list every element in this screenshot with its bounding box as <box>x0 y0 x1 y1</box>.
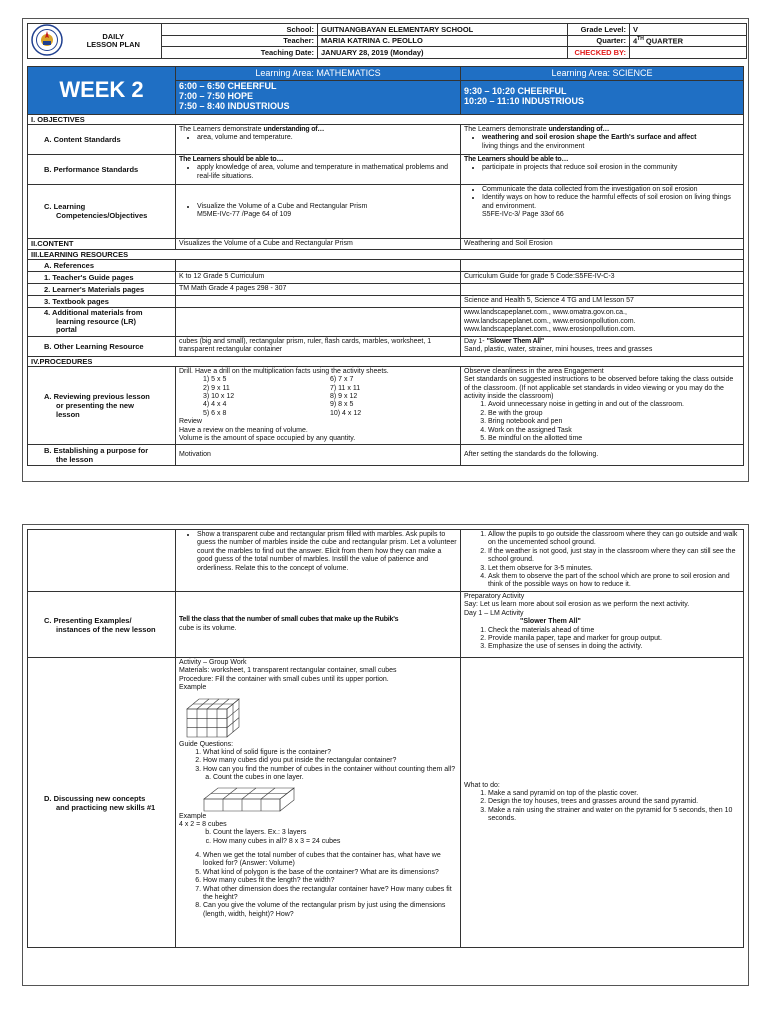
establishing-purpose-label: B. Establishing a purpose for the lesson <box>28 445 176 466</box>
content-standards-math: The Learners demonstrate understanding of… • area, volume and temperature. <box>176 124 461 154</box>
learning-resources-heading: III.LEARNING RESOURCES <box>28 250 744 260</box>
cube-stack-diagram <box>183 695 247 739</box>
teachers-guide-science: Curriculum Guide for grade 5 Code:S5FE-IV-C-3 <box>461 272 744 284</box>
checked-by-label: CHECKED BY: <box>568 47 630 59</box>
competencies-science: • Communicate the data collected from the investigation on soil erosion • Identify ways on how to reduce the harmful effects of soil erosion on living things and environment. S5FE-IVc-3/ Page 33of 66 <box>461 184 744 238</box>
discussing-concepts-math: Activity – Group Work Materials: worksheet, 1 transparent rectangular container, small cubes Procedure: Fill the container with small cubes until its upper portion. Example Guide Questions: 1. What kind of solid figure is the container? 2. How many cubes did you put inside the rectangular container? 3. How can you find the number of cubes in the container without counting them all? a. Count the cubes in one layer. Example 4 x 2 = 8 cubes b. Count the layers. Ex.: 3 layers c. How many cubes in all? 8 x 3 = 24 cubes 4. When we get the total number of cubes that the container has, what have we looked for? (Answer: Volume) 5. What kind of polygon is the base of the container? What are its dimensions? 6. How many cubes fit the length? the width? 7. What other dimension does the rectangular container have? How many cubes fit the height? 8. Can you give the volume of the rectangular prism by just using the dimensions (length, width, height)? How? <box>176 658 461 948</box>
procedures-heading: IV.PROCEDURES <box>28 356 744 366</box>
date-value: JANUARY 28, 2019 (Monday) <box>318 47 568 59</box>
lesson-plan-page-2 <box>22 524 749 986</box>
additional-materials-science: www.landscapeplanet.com., www.omatra.gov.on.ca., www.landscapeplanet.com., www.erosionpollution.com. www.landscapeplanet.com., www.erosionpollution.com. <box>461 308 744 337</box>
presenting-examples-math: Tell the class that the number of small cubes that make up the Rubik's cube is its volume. <box>176 592 461 658</box>
textbook-science: Science and Health 5, Science 4 TG and LM lesson 57 <box>461 296 744 308</box>
competencies-label: C. Learning Competencies/Objectives <box>28 184 176 238</box>
learners-materials-math: TM Math Grade 4 pages 298 - 307 <box>176 284 461 296</box>
other-resources-math: cubes (big and small), rectangular prism, ruler, flash cards, marbles, worksheet, 1 transparent rectangular container <box>176 337 461 357</box>
performance-standards-science: The Learners should be able to… • participate in projects that reduce soil erosion in the community <box>461 154 744 184</box>
other-resources-label: B. Other Learning Resource <box>28 337 176 357</box>
content-heading: II.CONTENT <box>28 238 176 249</box>
reviewing-lesson-label: A. Reviewing previous lesson or presenting the new lesson <box>28 366 176 445</box>
discussing-concepts-label: D. Discussing new concepts and practicing new skills #1 <box>28 658 176 948</box>
date-label: Teaching Date: <box>162 47 318 59</box>
teachers-guide-math: K to 12 Grade 5 Curriculum <box>176 272 461 284</box>
cube-layer-diagram <box>200 785 300 813</box>
motivation-science: 1. Allow the pupils to go outside the classroom where they can go outside and walk on the uncemented school ground. 2. If the weather is not good, just stay in the classroom where they can still see the school ground. 3. Let them observe for 3-5 minutes. 4. Ask them to observe the part of the school which are prone to soil erosion and think of the possible ways on how to reduce it. <box>461 530 744 592</box>
content-standards-science: The Learners demonstrate understanding of… • weathering and soil erosion shape the Earth's surface and affect living things and the environment <box>461 124 744 154</box>
other-resources-science: Day 1- "Slower Them All" Sand, plastic, water, strainer, mini houses, trees and grasses <box>461 337 744 357</box>
grade-label: Grade Level: <box>568 24 630 36</box>
teachers-guide-label: 1. Teacher's Guide pages <box>28 272 176 284</box>
competencies-math: • Visualize the Volume of a Cube and Rectangular Prism M5ME-IVc-77 /Page 64 of 109 <box>176 184 461 238</box>
week-label: WEEK 2 <box>28 67 176 115</box>
header-table <box>27 23 747 59</box>
drill-list: 1) 5 x 5 6) 7 x 7 2) 9 x 11 7) 11 x 11 3) 10 x 12 8) 9 x 12 4) 4 x 4 9) 8 x 5 5) 6 x 8 10) 4 x 12 <box>203 376 362 417</box>
deped-seal-icon <box>28 24 66 59</box>
additional-materials-label: 4. Additional materials from learning resource (LR) portal <box>28 308 176 337</box>
plan-table-page-1 <box>27 66 744 466</box>
performance-standards-label: B. Performance Standards <box>28 154 176 184</box>
establishing-purpose-science: After setting the standards do the following. <box>461 445 744 466</box>
lesson-plan-page-1 <box>22 18 749 482</box>
presenting-examples-label: C. Presenting Examples/ instances of the new lesson <box>28 592 176 658</box>
reviewing-lesson-math: Drill. Have a drill on the multiplication facts using the activity sheets. 1) 5 x 5 6) 7 x 7 2) 9 x 11 7) 11 x 11 3) 10 x 12 8) 9 x 12 4) 4 x 4 9) 8 x 5 5) 6 x 8 10) 4 x 12 Review Have a review on the meaning of volume. Volume is the amount of space occupied by any quantity. <box>176 366 461 445</box>
school-value: GUITNANGBAYAN ELEMENTARY SCHOOL <box>318 24 568 36</box>
plan-table-page-2 <box>27 529 744 948</box>
teacher-value: MARIA KATRINA C. PEOLLO <box>318 35 568 47</box>
reviewing-lesson-science: Observe cleanliness in the area Engagement Set standards on suggested instructions to be observed before taking the class outside of the classroom. (If not applicable set standards in video viewing or you may do the activity inside the classroom) 1. Avoid unnecessary noise in getting in and out of the classroom. 2. Be with the group 3. Bring notebook and pen 4. Work on the assigned Task 5. Be mindful on the allotted time <box>461 366 744 445</box>
school-label: School: <box>162 24 318 36</box>
performance-standards-math: The Learners should be able to… • apply knowledge of area, volume and temperature in mathematical problems and real-life situations. <box>176 154 461 184</box>
science-schedule: 9:30 – 10:20 CHEERFUL 10:20 – 11:10 INDUSTRIOUS <box>461 80 744 114</box>
presenting-examples-science: Preparatory Activity Say: Let us learn more about soil erosion as we perform the next activity. Day 1 – LM Activity "Slower Them All" 1. Check the materials ahead of time 2. Provide manila paper, tape and marker for group output. 3. Emphasize the use of senses in doing the activity. <box>461 592 744 658</box>
content-standards-label: A. Content Standards <box>28 124 176 154</box>
grade-value: V <box>630 24 747 36</box>
teacher-label: Teacher: <box>162 35 318 47</box>
content-math: Visualizes the Volume of a Cube and Rectangular Prism <box>176 238 461 249</box>
references-label: A. References <box>28 260 176 272</box>
establishing-purpose-math: Motivation <box>176 445 461 466</box>
learners-materials-label: 2. Learner's Materials pages <box>28 284 176 296</box>
document-title: DAILY LESSON PLAN <box>66 24 162 59</box>
textbook-label: 3. Textbook pages <box>28 296 176 308</box>
math-schedule: 6:00 – 6:50 CHEERFUL 7:00 – 7:50 HOPE 7:50 – 8:40 INDUSTRIOUS <box>176 80 461 114</box>
objectives-heading: I. OBJECTIVES <box>28 114 744 124</box>
quarter-value: 4TH QUARTER <box>630 35 747 47</box>
motivation-math: • Show a transparent cube and rectangular prism filled with marbles. Ask pupils to guess the number of marbles inside the cube and rectangular prism. Let a volunteer count the marbles to find out the answer. Elicit from them how they can make a good guess of the total number of marbles. Instill the value of patience and orderliness. Relate this to the concept of volume. <box>176 530 461 592</box>
math-area-header: Learning Area: MATHEMATICS <box>176 67 461 81</box>
discussing-concepts-science: What to do: 1. Make a sand pyramid on top of the plastic cover. 2. Design the toy houses, trees and grasses around the sand pyramid. 3. Make a rain using the strainer and water on the pyramid for 5 seconds, then 10 seconds. <box>461 658 744 948</box>
content-science: Weathering and Soil Erosion <box>461 238 744 249</box>
science-area-header: Learning Area: SCIENCE <box>461 67 744 81</box>
quarter-label: Quarter: <box>568 35 630 47</box>
checked-by-value <box>630 47 747 59</box>
